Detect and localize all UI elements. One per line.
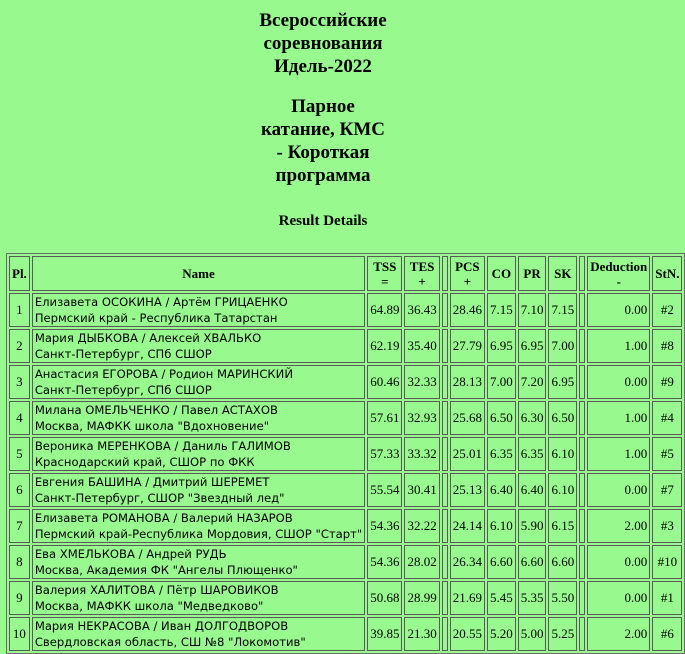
club-name: Санкт-Петербург, СШОР "Звездный лед": [34, 491, 285, 505]
table-row: [9, 581, 682, 615]
col-tes-label: TES: [409, 258, 435, 274]
name-cell: [32, 509, 365, 543]
pcs-cell: 27.79: [450, 329, 485, 363]
pcs-cell: 28.13: [450, 365, 485, 399]
tes-cell: 28.02: [404, 545, 439, 579]
name-cell: [32, 581, 365, 615]
sk-cell: 6.10: [548, 473, 577, 507]
deduction-cell: 0.00: [587, 293, 650, 327]
place-cell: 9: [9, 581, 30, 615]
tss-cell: 57.33: [367, 437, 402, 471]
pr-cell: 5.90: [518, 509, 547, 543]
title-line: соревнования: [263, 33, 383, 54]
separator-cell: [579, 401, 585, 435]
result-details-heading: Result Details: [278, 213, 368, 229]
pair-names: Евгения БАШИНА / Дмитрий ШЕРЕМЕТ: [34, 475, 270, 489]
col-pr: PR: [518, 256, 547, 291]
event-line: катание, КМС: [261, 119, 385, 140]
table-row: [9, 545, 682, 579]
tss-cell: 57.61: [367, 401, 402, 435]
start-number-cell: #2: [652, 293, 682, 327]
name-cell: [32, 293, 365, 327]
deduction-cell: 2.00: [587, 509, 650, 543]
co-cell: 7.15: [487, 293, 516, 327]
sk-cell: 5.25: [548, 617, 577, 651]
separator-cell: [579, 437, 585, 471]
co-cell: 5.20: [487, 617, 516, 651]
pcs-cell: 20.55: [450, 617, 485, 651]
pair-names: Елизавета РОМАНОВА / Валерий НАЗАРОВ: [34, 511, 293, 525]
club-name: Москва, Академия ФК "Ангелы Плющенко": [34, 563, 298, 577]
start-number-cell: #8: [652, 329, 682, 363]
table-row: [9, 437, 682, 471]
place-cell: 2: [9, 329, 30, 363]
co-cell: 6.95: [487, 329, 516, 363]
col-pcs-op: +: [463, 273, 472, 289]
pr-cell: 6.30: [518, 401, 547, 435]
pcs-cell: 26.34: [450, 545, 485, 579]
deduction-cell: 0.00: [587, 473, 650, 507]
event-line: - Короткая: [276, 142, 370, 163]
tes-cell: 33.32: [404, 437, 439, 471]
deduction-cell: 0.00: [587, 545, 650, 579]
name-cell: [32, 473, 365, 507]
start-number-cell: #4: [652, 401, 682, 435]
separator-cell: [579, 293, 585, 327]
sk-cell: 7.15: [548, 293, 577, 327]
deduction-cell: 0.00: [587, 581, 650, 615]
separator-cell: [579, 617, 585, 651]
sk-cell: 6.15: [548, 509, 577, 543]
pr-cell: 7.10: [518, 293, 547, 327]
name-cell: [32, 401, 365, 435]
table-row: [9, 365, 682, 399]
club-name: Москва, МАФКК школа "Медведково": [34, 599, 264, 613]
sk-cell: 6.95: [548, 365, 577, 399]
separator-cell: [442, 473, 448, 507]
tss-cell: 39.85: [367, 617, 402, 651]
table-row: [9, 401, 682, 435]
col-separator: [579, 256, 585, 291]
sk-cell: 6.10: [548, 437, 577, 471]
club-name: Свердловская область, СШ №8 "Локомотив": [34, 635, 306, 649]
place-cell: 4: [9, 401, 30, 435]
tes-cell: 30.41: [404, 473, 439, 507]
club-name: Санкт-Петербург, СПб СШОР: [34, 347, 212, 361]
separator-cell: [442, 293, 448, 327]
pair-names: Елизавета ОСОКИНА / Артём ГРИЦАЕНКО: [34, 295, 288, 309]
col-tss-op: =: [381, 273, 389, 289]
start-number-cell: #9: [652, 365, 682, 399]
separator-cell: [442, 509, 448, 543]
tss-cell: 54.36: [367, 509, 402, 543]
tes-cell: 28.99: [404, 581, 439, 615]
club-name: Пермский край-Республика Мордовия, СШОР "Старт": [34, 527, 363, 541]
place-cell: 3: [9, 365, 30, 399]
separator-cell: [579, 473, 585, 507]
col-pcs: [450, 256, 485, 291]
results-table: [6, 253, 685, 654]
col-sk: SK: [548, 256, 577, 291]
sk-cell: 5.50: [548, 581, 577, 615]
pcs-cell: 21.69: [450, 581, 485, 615]
col-deduction-label: Deduction: [590, 258, 648, 274]
club-name: Москва, МАФКК школа "Вдохновение": [34, 419, 270, 433]
tes-cell: 36.43: [404, 293, 439, 327]
col-separator: [442, 256, 448, 291]
separator-cell: [579, 581, 585, 615]
place-cell: 8: [9, 545, 30, 579]
place-cell: 7: [9, 509, 30, 543]
co-cell: 7.00: [487, 365, 516, 399]
tss-cell: 54.36: [367, 545, 402, 579]
title-line: Всероссийские: [259, 10, 387, 31]
pcs-cell: 25.13: [450, 473, 485, 507]
start-number-cell: #10: [652, 545, 682, 579]
co-cell: 6.35: [487, 437, 516, 471]
competition-title: [0, 0, 646, 78]
col-tes: [404, 256, 439, 291]
pair-names: Анастасия ЕГОРОВА / Родион МАРИНСКИЙ: [34, 367, 294, 381]
separator-cell: [579, 365, 585, 399]
place-cell: 6: [9, 473, 30, 507]
separator-cell: [442, 617, 448, 651]
start-number-cell: #1: [652, 581, 682, 615]
col-pcs-label: PCS: [455, 258, 480, 274]
col-tes-op: +: [418, 273, 426, 289]
name-cell: [32, 437, 365, 471]
deduction-cell: 2.00: [587, 617, 650, 651]
table-row: [9, 329, 682, 363]
co-cell: 6.10: [487, 509, 516, 543]
pr-cell: 5.35: [518, 581, 547, 615]
tss-cell: 55.54: [367, 473, 402, 507]
co-cell: 6.60: [487, 545, 516, 579]
name-cell: [32, 329, 365, 363]
col-deduction: [587, 256, 650, 291]
place-cell: 5: [9, 437, 30, 471]
col-start-number: StN.: [652, 256, 682, 291]
separator-cell: [442, 401, 448, 435]
separator-cell: [442, 581, 448, 615]
col-tss-label: TSS: [373, 258, 397, 274]
co-cell: 6.50: [487, 401, 516, 435]
pcs-cell: 28.46: [450, 293, 485, 327]
tes-cell: 21.30: [404, 617, 439, 651]
pr-cell: 6.95: [518, 329, 547, 363]
start-number-cell: #7: [652, 473, 682, 507]
separator-cell: [442, 437, 448, 471]
club-name: Краснодарский край, СШОР по ФКК: [34, 455, 255, 469]
col-co: CO: [487, 256, 516, 291]
tss-cell: 62.19: [367, 329, 402, 363]
col-tss: [367, 256, 402, 291]
col-place: Pl.: [9, 256, 30, 291]
col-name: Name: [32, 256, 365, 291]
pair-names: Милана ОМЕЛЬЧЕНКО / Павел АСТАХОВ: [34, 403, 278, 417]
table-header-row: [9, 256, 682, 291]
deduction-cell: 0.00: [587, 365, 650, 399]
table-row: [9, 473, 682, 507]
separator-cell: [579, 545, 585, 579]
co-cell: 5.45: [487, 581, 516, 615]
table-row: [9, 293, 682, 327]
pr-cell: 6.40: [518, 473, 547, 507]
tss-cell: 64.89: [367, 293, 402, 327]
deduction-cell: 1.00: [587, 437, 650, 471]
col-deduction-op: -: [616, 273, 621, 289]
pr-cell: 5.00: [518, 617, 547, 651]
pcs-cell: 25.68: [450, 401, 485, 435]
tes-cell: 32.22: [404, 509, 439, 543]
place-cell: 1: [9, 293, 30, 327]
pr-cell: 7.20: [518, 365, 547, 399]
place-cell: 10: [9, 617, 30, 651]
separator-cell: [442, 329, 448, 363]
separator-cell: [579, 329, 585, 363]
table-row: [9, 509, 682, 543]
separator-cell: [442, 545, 448, 579]
deduction-cell: 1.00: [587, 329, 650, 363]
tes-cell: 35.40: [404, 329, 439, 363]
table-row: [9, 617, 682, 651]
pr-cell: 6.35: [518, 437, 547, 471]
pair-names: Вероника МЕРЕНКОВА / Даниль ГАЛИМОВ: [34, 439, 291, 453]
pair-names: Валерия ХАЛИТОВА / Пётр ШАРОВИКОВ: [34, 583, 279, 597]
separator-cell: [579, 509, 585, 543]
start-number-cell: #6: [652, 617, 682, 651]
name-cell: [32, 365, 365, 399]
club-name: Пермский край - Республика Татарстан: [34, 311, 278, 325]
name-cell: [32, 545, 365, 579]
event-title: [0, 95, 646, 187]
sk-cell: 7.00: [548, 329, 577, 363]
event-line: программа: [275, 165, 371, 186]
pair-names: Мария ДЫБКОВА / Алексей ХВАЛЬКО: [34, 331, 262, 345]
separator-cell: [442, 365, 448, 399]
title-line: Идель-2022: [274, 56, 372, 77]
sk-cell: 6.50: [548, 401, 577, 435]
name-cell: [32, 617, 365, 651]
deduction-cell: 1.00: [587, 401, 650, 435]
pcs-cell: 25.01: [450, 437, 485, 471]
co-cell: 6.40: [487, 473, 516, 507]
start-number-cell: #5: [652, 437, 682, 471]
tes-cell: 32.93: [404, 401, 439, 435]
tss-cell: 60.46: [367, 365, 402, 399]
pair-names: Мария НЕКРАСОВА / Иван ДОЛГОДВОРОВ: [34, 619, 289, 633]
tes-cell: 32.33: [404, 365, 439, 399]
pcs-cell: 24.14: [450, 509, 485, 543]
start-number-cell: #3: [652, 509, 682, 543]
sk-cell: 6.60: [548, 545, 577, 579]
event-line: Парное: [291, 96, 355, 117]
tss-cell: 50.68: [367, 581, 402, 615]
club-name: Санкт-Петербург, СПб СШОР: [34, 383, 212, 397]
pair-names: Ева ХМЕЛЬКОВА / Андрей РУДЬ: [34, 547, 227, 561]
pr-cell: 6.60: [518, 545, 547, 579]
